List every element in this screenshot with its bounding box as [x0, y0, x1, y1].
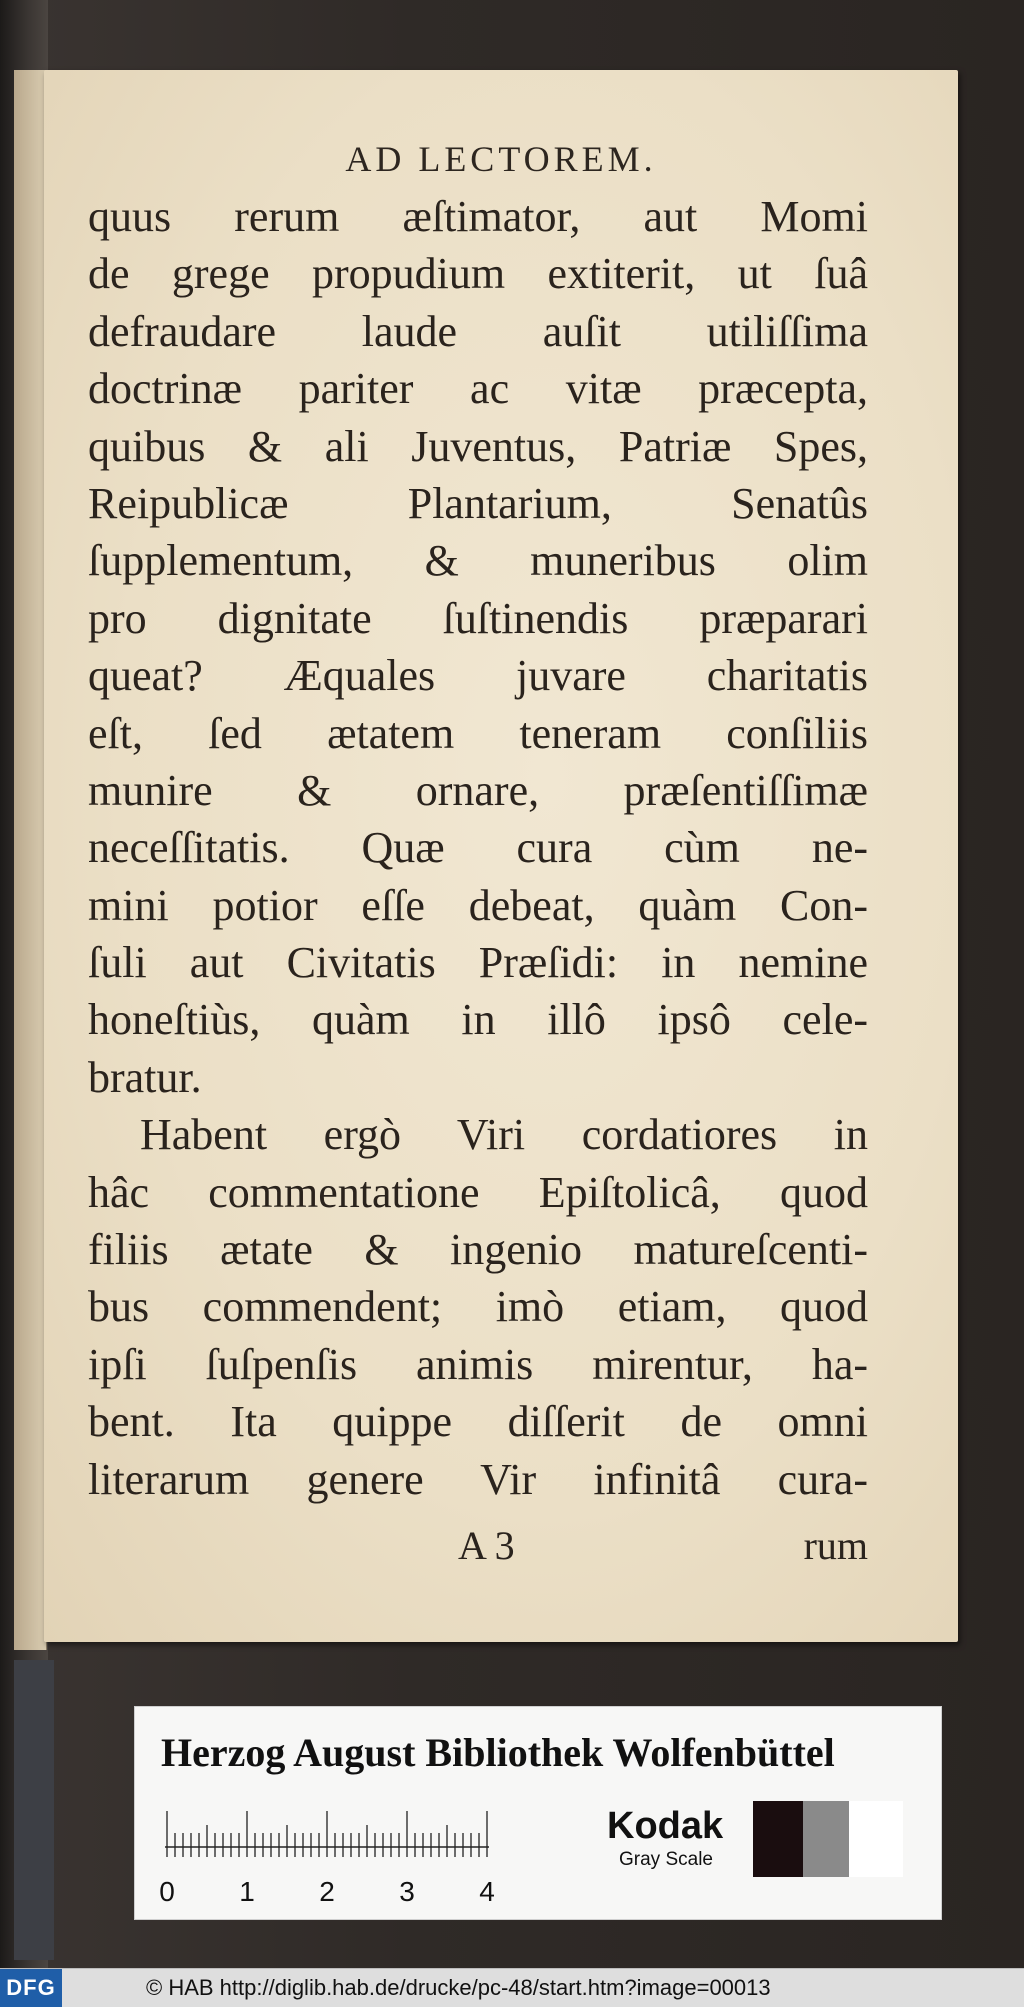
text-line: pro dignitate ſuſtinendis præparari [88, 593, 868, 643]
text-line: Reipublicæ Plantarium, Senatûs [88, 478, 868, 528]
text-line: filiis ætate & ingenio matureſcenti- [88, 1225, 868, 1275]
gray-patch [849, 1801, 903, 1877]
color-target-card [134, 1706, 942, 1920]
text-line: de grege propudium extiterit, ut ſuâ [88, 249, 868, 299]
page-text [88, 188, 868, 1508]
text-line: queat? Æquales juvare charitatis [88, 651, 868, 701]
text-line: hâc commentatione Epiſtolicâ, quod [88, 1167, 868, 1217]
text-line: neceſſitatis. Quæ cura cùm ne- [88, 823, 868, 873]
text-line: bent. Ita quippe diſſerit de omni [88, 1397, 868, 1447]
ruler-label: 3 [399, 1876, 415, 1907]
gray-patch [753, 1801, 803, 1877]
text-line: literarum genere Vir infinitâ cura- [88, 1454, 868, 1504]
text-line: ſuli aut Civitatis Præſidi: in nemine [88, 938, 868, 988]
text-line: Habent ergò Viri cordatiores in [140, 1110, 868, 1160]
ruler-label: 4 [479, 1876, 495, 1907]
ruler [159, 1801, 565, 1911]
signature-line [88, 1522, 868, 1578]
text-line: quus rerum æſtimator, aut Momi [88, 192, 868, 241]
text-line: honeſtiùs, quàm in illô ipsô cele- [88, 995, 868, 1045]
text-line: doctrinæ pariter ac vitæ præcepta, [88, 364, 868, 414]
text-line: bratur. [88, 1052, 202, 1102]
text-line: mini potior eſſe debeat, quàm Con- [88, 880, 868, 930]
previous-page-edge [14, 70, 47, 1650]
ruler-label: 0 [159, 1876, 175, 1907]
text-line: defraudare laude auſit utiliſſima [88, 306, 868, 356]
kodak-logo: Kodak [607, 1805, 724, 1847]
gray-patch [803, 1801, 849, 1877]
library-name: Herzog August Bibliothek Wolfenbüttel [161, 1730, 835, 1775]
signature-mark: A 3 [458, 1523, 515, 1568]
running-head: AD LECTOREM. [345, 139, 657, 179]
text-line: ſupplementum, & muneribus olim [88, 536, 868, 586]
ruler-label: 2 [319, 1876, 335, 1907]
gray-scale-patches [753, 1801, 903, 1877]
text-line: quibus & ali Juventus, Patriæ Spes, [88, 421, 868, 471]
kodak-gray-scale-label: Gray Scale [619, 1849, 713, 1870]
binding-shadow [14, 1660, 54, 1960]
ruler-label: 1 [239, 1876, 255, 1907]
catchword: rum [803, 1523, 868, 1568]
footer-credit: © HAB http://diglib.hab.de/drucke/pc-48/start.htm?image=00013 [146, 1975, 771, 2000]
dfg-logo: DFG [0, 1969, 62, 2007]
text-line: eſt, ſed ætatem teneram conſiliis [88, 708, 868, 758]
book-page [44, 70, 958, 1642]
footer-bar [0, 1968, 1024, 2007]
text-line: ipſi ſuſpenſis animis mirentur, ha- [88, 1339, 868, 1389]
text-line: bus commendent; imò etiam, quod [88, 1282, 868, 1332]
text-line: munire & ornare, præſentiſſimæ [88, 765, 868, 815]
